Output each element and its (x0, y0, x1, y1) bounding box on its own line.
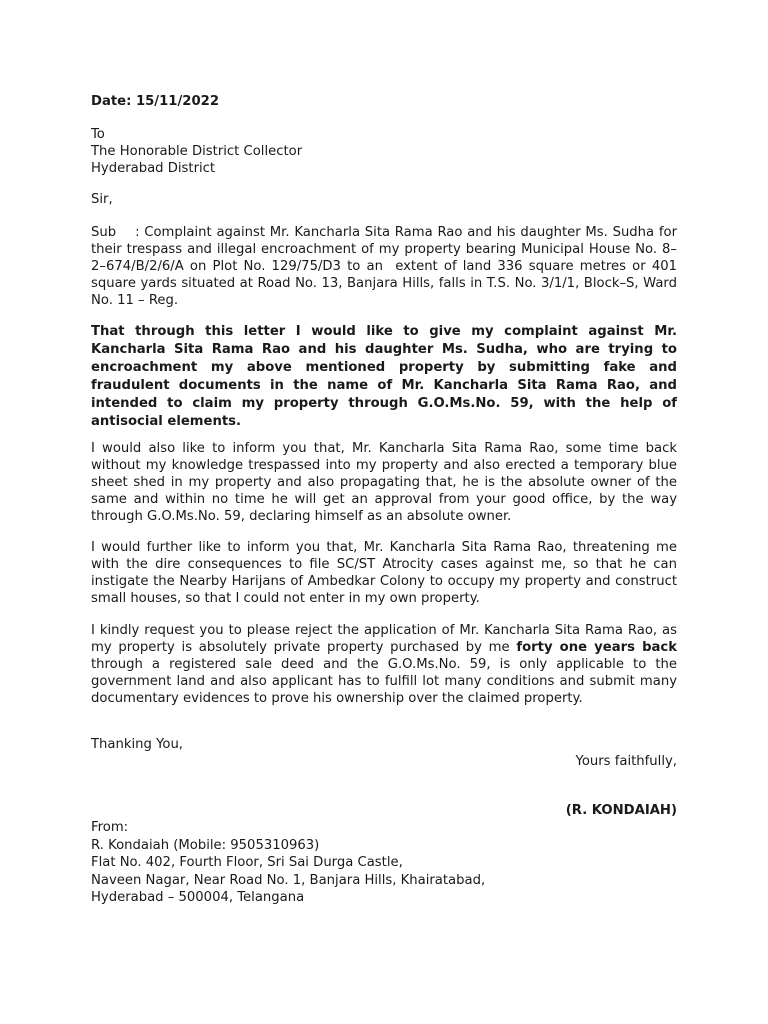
addressee-line-2: Hyderabad District (91, 161, 216, 176)
closing-line: Thanking You, (91, 737, 183, 752)
sender-block (91, 819, 485, 907)
sender-address-2: Naveen Nagar, Near Road No. 1, Banjara Hills, Khairatabad, (91, 872, 486, 888)
paragraph-trespass: I would also like to inform you that, Mr. Kancharla Sita Rama Rao, some time back without my knowledge trespassed into my property and also erected a temporary blue sheet shed in my property and also propagating that, he is the absolute owner of the same and within no time he will get an approval from your good office, by the way through G.O.Ms.No. 59, declaring himself as an absolute owner. (91, 441, 677, 525)
signature-name: (R. KONDAIAH) (565, 803, 677, 818)
yours-faithfully: Yours faithfully, (575, 754, 677, 769)
from-label: From: (91, 820, 129, 835)
complaint-paragraph: That through this letter I would like to give my complaint against Mr. Kancharla Sita Rama Rao and his daughter Ms. Sudha, who are trying to encroachment my above mentioned property by submitting fake and fraudulent documents in the name of Mr. Kancharla Sita Rama Rao, and intended to claim my property through G.O.Ms.No. 59, with the help of antisocial elements. (91, 324, 677, 429)
sender-address-1: Flat No. 402, Fourth Floor, Sri Sai Durga Castle, (91, 855, 403, 870)
sender-name: R. Kondaiah (Mobile: 9505310963) (91, 837, 320, 853)
request-bold-text: forty one years back (516, 640, 677, 656)
subject-paragraph: Sub : Complaint against Mr. Kancharla Sita Rama Rao and his daughter Ms. Sudha for their trespass and illegal encroachment of my property bearing Municipal House No. 8–2–674/B/2/6/A on Plot No. 129/75/D3 to an extent of land 336 square metres or 401 square yards situated at Road No. 13, Banjara Hills, falls in T.S. No. 3/1/1, Block–S, Ward No. 11 – Reg. (91, 225, 682, 309)
salutation: Sir, (91, 192, 113, 207)
letter-date: Date: 15/11/2022 (91, 94, 219, 109)
paragraph-request (91, 622, 677, 707)
request-text-1: I kindly request you to please reject the application of Mr. Kancharla Sita Rama Rao, as my property is absolutely private property purchased by me (91, 623, 677, 656)
paragraph-threat: I would further like to inform you that, Mr. Kancharla Sita Rama Rao, threatening me with the dire consequences to file SC/ST Atrocity cases against me, so that he can instigate the Nearby Harijans of Ambedkar Colony to occupy my property and construct small houses, so that I could not enter in my own property. (91, 540, 677, 607)
sender-address-3: Hyderabad – 500004, Telangana (91, 890, 305, 905)
addressee-line-1: The Honorable District Collector (91, 144, 303, 159)
request-text-2: through a registered sale deed and the G.O.Ms.No. 59, is only applicable to the government land and also applicant has to fulfill lot many conditions and submit many documentary evidences to prove his ownership over the claimed property. (91, 657, 677, 707)
addressee-block (91, 126, 302, 177)
addressee-to: To (91, 127, 105, 142)
